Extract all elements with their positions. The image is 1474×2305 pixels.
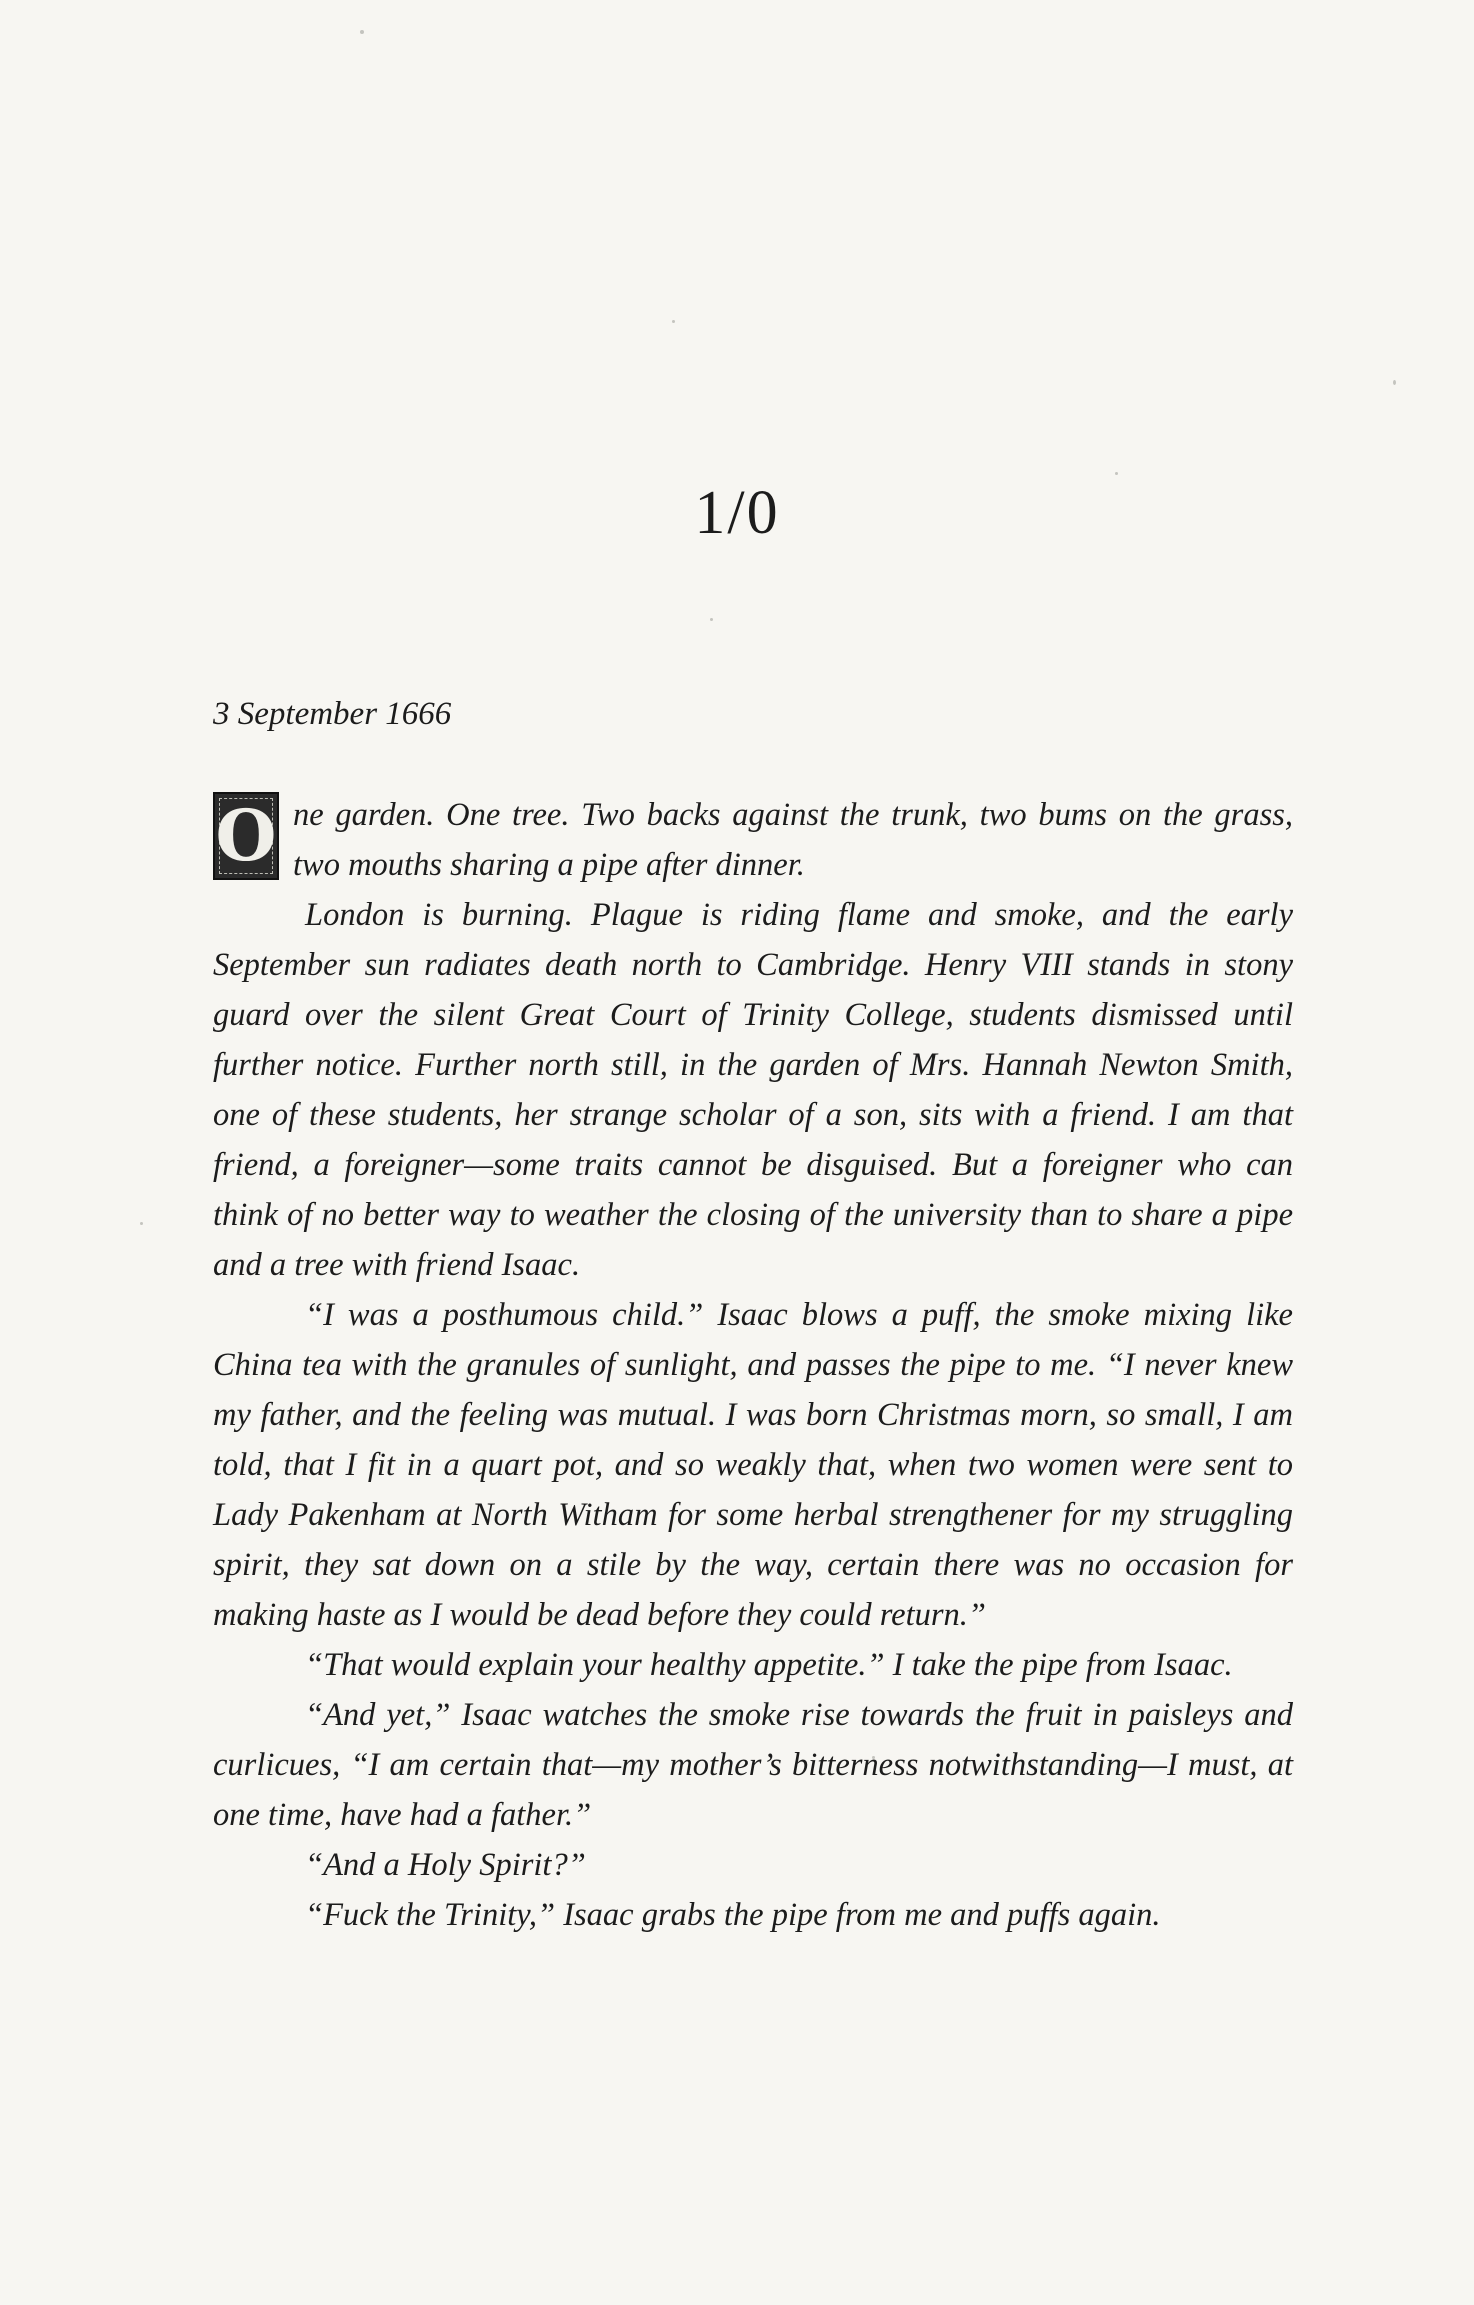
page-speck	[140, 1222, 143, 1225]
chapter-title: 1/0	[694, 479, 780, 547]
dropcap-ornament-icon	[213, 792, 279, 880]
dateline: 3 September 1666	[213, 696, 452, 732]
paragraph-6: “And a Holy Spirit?”	[305, 1847, 586, 1883]
page-speck	[360, 30, 364, 34]
paragraph-5: “And yet,” Isaac watches the smoke rise towards the fruit in paisleys and curlicues, “I am certain that—my mother’s bitterness notwithstanding—I must, at one time, have had a father.”	[213, 1697, 1293, 1833]
paragraph-1-text: ne garden. One tree. Two backs against the trunk, two bums on the grass, two mouths sharing a pipe after dinner.	[293, 797, 1293, 883]
dropcap-letter: O	[215, 794, 277, 877]
paragraph-4: “That would explain your healthy appetite.” I take the pipe from Isaac.	[305, 1647, 1233, 1683]
page-speck	[710, 618, 713, 621]
page-speck	[672, 320, 675, 323]
paragraph-2: London is burning. Plague is riding flame and smoke, and the early September sun radiates death north to Cambridge. Henry VIII stands in stony guard over the silent Great Court of Trinity College, students dismissed until further notice. Further north still, in the garden of Mrs. Hannah Newton Smith, one of these students, her strange scholar of a son, sits with a friend. I am that friend, a foreigner—some traits cannot be disguised. But a foreigner who can think of no better way to weather the closing of the university than to share a pipe and a tree with friend Isaac.	[213, 897, 1293, 1283]
paragraph-3: “I was a posthumous child.” Isaac blows a puff, the smoke mixing like China tea with the granules of sunlight, and passes the pipe to me. “I never knew my father, and the feeling was mutual. I was born Christmas morn, so small, I am told, that I fit in a quart pot, and so weakly that, when two women were sent to Lady Pakenham at North Witham for some herbal strengthener for my struggling spirit, they sat down on a stile by the way, certain there was no occasion for making haste as I would be dead before they could return.”	[213, 1297, 1293, 1633]
page-speck	[1393, 380, 1396, 385]
chapter-body	[213, 790, 1293, 1940]
paragraph-1	[213, 790, 1293, 890]
paragraph-7: “Fuck the Trinity,” Isaac grabs the pipe from me and puffs again.	[305, 1897, 1161, 1933]
page-speck	[1115, 472, 1118, 475]
